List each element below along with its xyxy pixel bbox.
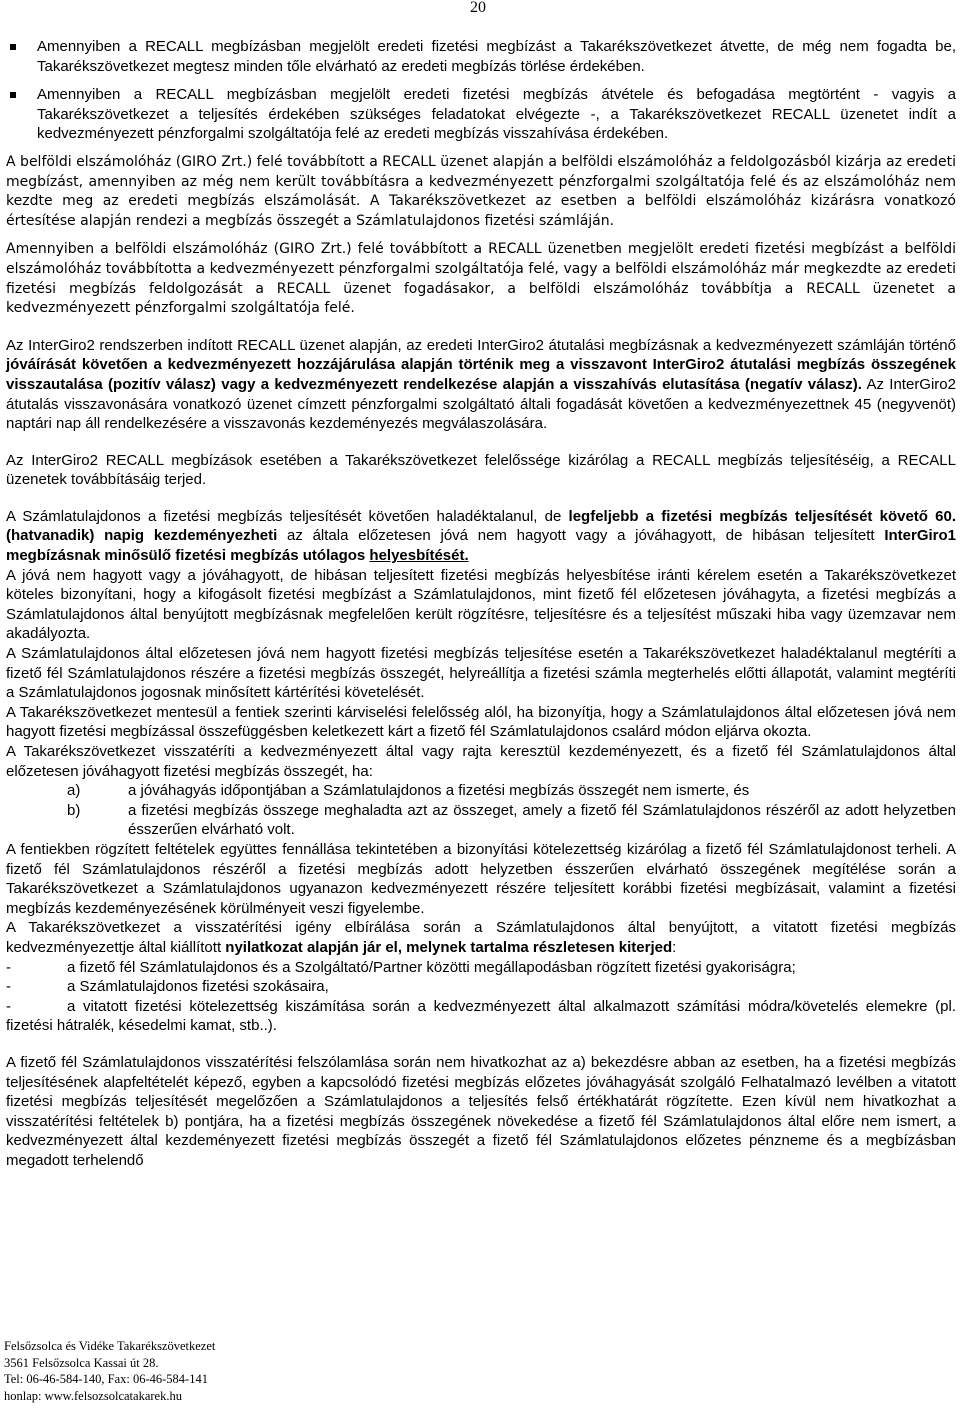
document-body bbox=[6, 37, 956, 1170]
dash-list-item: - a Számlatulajdonos fizetési szokásaira, bbox=[6, 978, 329, 996]
paragraph-refund-conditions: A Takarékszövetkezet visszatéríti a kedvezményezett által vagy rajta keresztül kezdeményezett, és a fizető fél Számlatulajdonos által előzetesen jóváhagyott fizetési megbízás összegét, ha: bbox=[6, 743, 956, 780]
paragraph-refund-unauthorized: A Számlatulajdonos által előzetesen jóvá nem hagyott fizetési megbízás teljesítése esetén a Takarékszövetkezet haladéktalanul megtéríti a fizető fél Számlatulajdonos részére a fizetési megbízás összegét, helyreállítja a fizetési számla megterhelés előtti állapotát, valamint megtéríti a Számlatulajdonos jogosnak minősített kártérítési követelését. bbox=[6, 645, 956, 702]
paragraph-giro-forward: Amennyiben a belföldi elszámolóház (GIRO Zrt.) felé továbbított a RECALL üzenetben megjelölt eredeti fizetési megbízást a belföldi elszámolóház továbbította a kedvezményezett pénzforgalmi szolgáltatója felé, vagy a belföldi elszámolóház már megkezdte az eredeti fizetési megbízás feldolgozását a RECALL üzenet fogadásakor, a belföldi elszámolóház továbbítja a RECALL üzenetet a kedvezményezett pénzforgalmi szolgáltatója felé. bbox=[6, 241, 956, 317]
paragraph-burden-of-proof: A jóvá nem hagyott vagy a jóváhagyott, de hibásan teljesített fizetési megbízás helyesbítése iránti kérelem esetén a Takarékszövetkezet köteles bizonyítani, hogy a kifogásolt fizetési megbízást a Számlatulajdonos, mint fizető fél előzetesen jóváhagyta, a fizetési megbízás a Számlatulajdonos által benyújtott megbízásnak megfelelően került rögzítésre, teljesítésre és a teljesítést műszaki hiba vagy üzemzavar nem akadályozta. bbox=[6, 566, 956, 643]
paragraph-objection-limits: A fizető fél Számlatulajdonos visszatérítési felszólamlása során nem hivatkozhat az a) bekezdésre abban az esetben, ha a fizetési megbízás teljesítésének alapfeltételét képező, egyben a kapcsolódó fizetési megbízás előzetes jóváhagyását szolgáló Felhatalmazó levélben a vitatott fizetési megbízás teljesítését megelőzően a Számlatulajdonos a teljesítés felső értékhatárát rögzítette. Ezen kívül nem hivatkozhat a visszatérítési feltételek b) pontjára, ha a fizetési megbízás összegének növekedése a fizető fél Számlatulajdonos által előre nem ismert, a kedvezményezett által kezdeményezett fizetési megbízás összegét a fizető fél Számlatulajdonos előzetes pénzneme és a megbízásban megadott terhelendő bbox=[6, 1053, 956, 1169]
paragraph-exemption: A Takarékszövetkezet mentesül a fentiek szerinti kárviselési felelősség alól, ha bizonyítja, hogy a Számlatulajdonos által előzetesen jóvá nem hagyott fizetési megbízással összefüggésben keletkezett kárt a fizető fél Számlatulajdonos csalárd módon eljárva okozta. bbox=[6, 703, 956, 741]
paragraph-intergiro-recall: Az InterGiro2 rendszerben indított RECALL üzenet alapján, az eredeti InterGiro2 átutalási megbízásnak a kedvezményezett számláján történő jóváírását követően a kedvezményezett hozzájárulása alapján történik meg a visszavont InterGiro2 átutalási megbízás összegének visszautalása (pozitív válasz) vagy a kedvezményezett rendelkezése alapján a visszahívás elutasítása (negatív válasz). Az InterGiro2 átutalás visszavonására vonatkozó üzenet címzett pénzforgalmi szolgáltató általi fogadását követően a kedvezményezettnek 45 (negyvenöt) naptári nap áll rendelkezésére a visszavonás kezdeményezés megválaszolására. bbox=[6, 336, 956, 433]
bullet-item: Amennyiben a RECALL megbízásban megjelölt eredeti fizetési megbízást a Takarékszövetkezet átvette, de még nem fogadta be, Takarékszövetkezet megtesz minden tőle elvárható az eredeti megbízás törlése érdekében. bbox=[6, 37, 956, 76]
paragraph-claim-assessment: A Takarékszövetkezet a visszatérítési igény elbírálása során a Számlatulajdonos által benyújtott, a vitatott fizetési megbízás kedvezményezettje által kiállított nyilatkozat alapján jár el, melynek tartalma részletesen kiterjed: bbox=[6, 919, 956, 956]
square-bullet-icon bbox=[10, 92, 16, 98]
paragraph-correction-deadline: A Számlatulajdonos a fizetési megbízás teljesítését követően haladéktalanul, de legfeljebb a fizetési megbízás teljesítését követő 60. (hatvanadik) napig kezdeményezheti az általa előzetesen jóvá nem hagyott vagy a jóváhagyott, de hibásan teljesített InterGiro1 megbízásnak minősülő fizetési megbízás utólagos helyesbítését. bbox=[6, 507, 956, 565]
page-number: 20 bbox=[470, 0, 486, 16]
paragraph-intergiro-liability: Az InterGiro2 RECALL megbízások esetében a Takarékszövetkezet felelőssége kizárólag a RECALL megbízás teljesítéséig, a RECALL üzenetek továbbításáig terjed. bbox=[6, 451, 956, 489]
dash-list-item: - a fizető fél Számlatulajdonos és a Szolgáltató/Partner közötti megállapodásban rögzített fizetési gyakoriságra; bbox=[6, 958, 796, 976]
footer-website: honlap: www.felsozsolcatakarek.hu bbox=[4, 1388, 182, 1403]
list-item: b) a fizetési megbízás összege meghaladta azt az összeget, amely a fizető fél Számlatulajdonos részéről az adott helyzetben ésszerűen elvárható volt. bbox=[67, 801, 956, 839]
footer-address: 3561 Felsőzsolca Kassai út 28. bbox=[4, 1355, 159, 1370]
footer-company: Felsőzsolca és Vidéke Takarékszövetkezet bbox=[4, 1339, 216, 1353]
bullet-item: Amennyiben a RECALL megbízásban megjelölt eredeti fizetési megbízás átvétele és befogadása megtörtént - vagyis a Takarékszövetkezet a teljesítés érdekében szükséges feladatokat elvégezte -, a Takarékszövetkezet RECALL üzenetet indít a kedvezményezett pénzforgalmi szolgáltatója felé az eredeti megbízás visszahívása érdekében. bbox=[6, 85, 956, 144]
paragraph-burden-payer: A fentiekben rögzített feltételek együttes fennállása tekintetében a bizonyítási kötelezettség kizárólag a fizető fél Számlatulajdonost terheli. A fizető fél Számlatulajdonos részéről a fizetési megbízás adott helyzetben ésszerűen elvárható összegének megítélése során a Takarékszövetkezet a Számlatulajdonos ugyanazon kedvezményezett részére teljesített korábbi fizetési megbízásait, valamint a fizetési megbízás kezdeményezésének körülményeit veszi figyelembe. bbox=[6, 840, 956, 917]
dash-list-item: - a vitatott fizetési kötelezettség kiszámítása során a kedvezményezett által alkalmazott számítási módra/követelés elemekre (pl. fizetési hátralék, késedelmi kamat, stb..). bbox=[6, 997, 956, 1035]
paragraph-giro-exclusion: A belföldi elszámolóház (GIRO Zrt.) felé továbbított a RECALL üzenet alapján a belföldi elszámolóház a feldolgozásból kizárja az eredeti megbízást, amennyiben az még nem került továbbításra a kedvezményezett pénzforgalmi szolgáltatója felé és az elszámolóház nem kezdte meg az eredeti megbízás elszámolását. A Takarékszövetkezet az esetben a belföldi elszámolóház kizárásra vonatkozó értesítése alapján rendezi a megbízás összegét a Számlatulajdonos fizetési számláján. bbox=[6, 153, 956, 229]
footer-phone: Tel: 06-46-584-140, Fax: 06-46-584-141 bbox=[4, 1372, 208, 1386]
square-bullet-icon bbox=[10, 44, 16, 50]
list-item: a) a jóváhagyás időpontjában a Számlatulajdonos a fizetési megbízás összegét nem ismerte, és bbox=[67, 782, 750, 800]
footer bbox=[4, 1338, 215, 1404]
